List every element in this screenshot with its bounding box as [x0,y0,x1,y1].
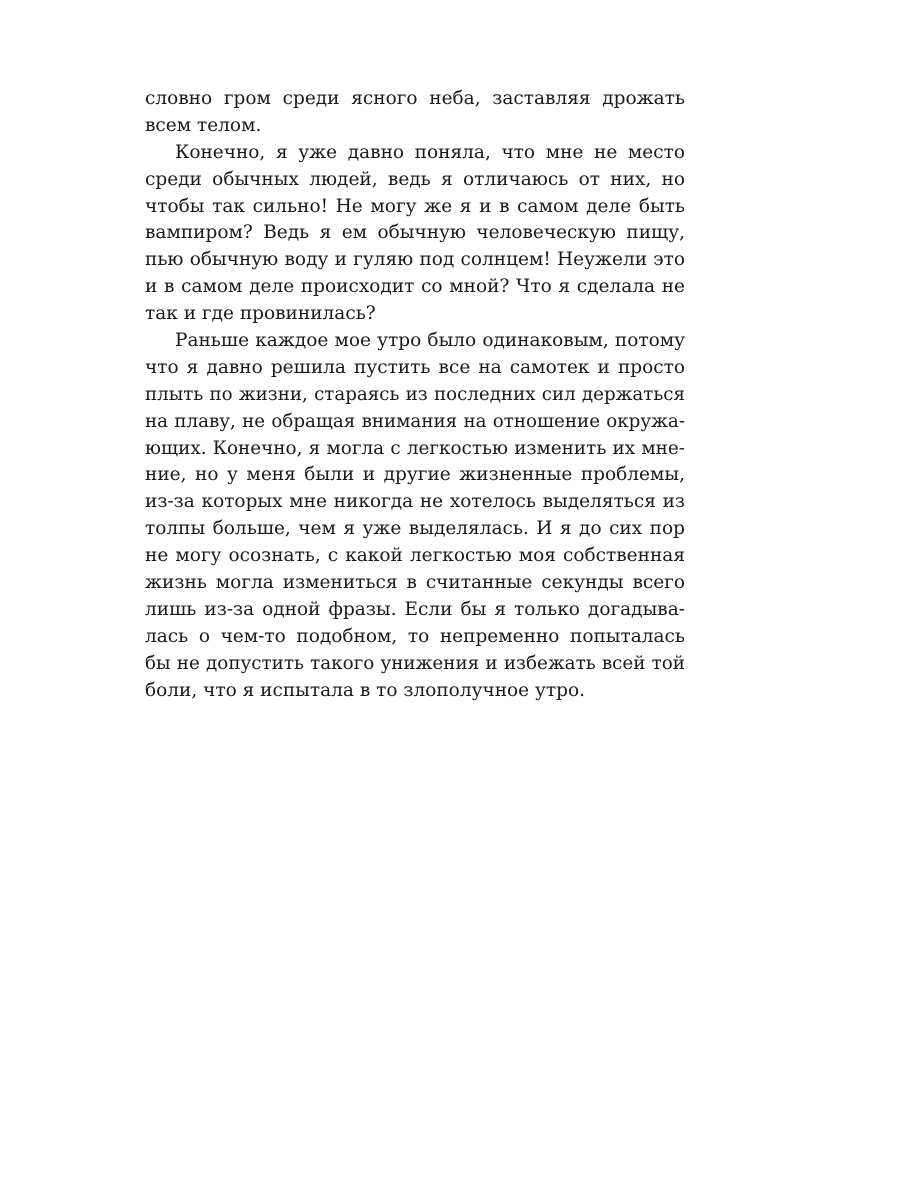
text-line: Раньше каждое мое утро было одинаковым, потому [175,330,685,352]
text-line: из-за которых мне никогда не хотелось выделяться из [145,491,685,513]
text-line: лишь из-за одной фразы. Если бы я только догадыва- [145,598,685,620]
text-line: чтобы так сильно! Не могу же я и в самом деле быть [145,195,685,217]
text-line: что я давно решила пустить все на самотек и просто [145,356,685,378]
text-line: пью обычную воду и гуляю под солнцем! Неужели это [145,249,685,271]
text-line: не могу осознать, с какой легкостью моя собственная [145,545,685,567]
text-line: лась о чем-то подобном, то непременно попыталась [145,625,685,647]
text-line: жизнь могла измениться в считанные секунды всего [145,572,685,594]
text-line: так и где провинилась? [145,303,376,325]
text-line: ние, но у меня были и другие жизненные проблемы, [145,464,685,486]
text-line: ющих. Конечно, я могла с легкостью изменить их мне- [145,437,685,459]
text-line: вампиром? Ведь я ем обычную человеческую пищу, [145,222,685,244]
text-line: всем телом. [145,114,262,136]
text-line: бы не допустить такого унижения и избежать всей той [145,652,685,674]
text-line: на плаву, не обращая внимания на отношение окружа- [145,410,685,432]
text-line: плыть по жизни, стараясь из последних сил держаться [145,383,685,405]
paragraph-1 [145,86,685,140]
text-line: словно гром среди ясного неба, заставляя дрожать [145,88,685,109]
page-text [145,86,685,704]
text-line: боли, что я испытала в то злополучное утро. [145,679,585,701]
text-line: и в самом деле происходит со мной? Что я сделала не [145,276,685,298]
text-line: Конечно, я уже давно поняла, что мне не место [175,141,685,163]
paragraph-3 [145,328,685,704]
text-line: толпы больше, чем я уже выделялась. И я до сих пор [145,518,685,540]
paragraph-2 [145,140,685,328]
text-line: среди обычных людей, ведь я отличаюсь от них, но [145,168,685,190]
